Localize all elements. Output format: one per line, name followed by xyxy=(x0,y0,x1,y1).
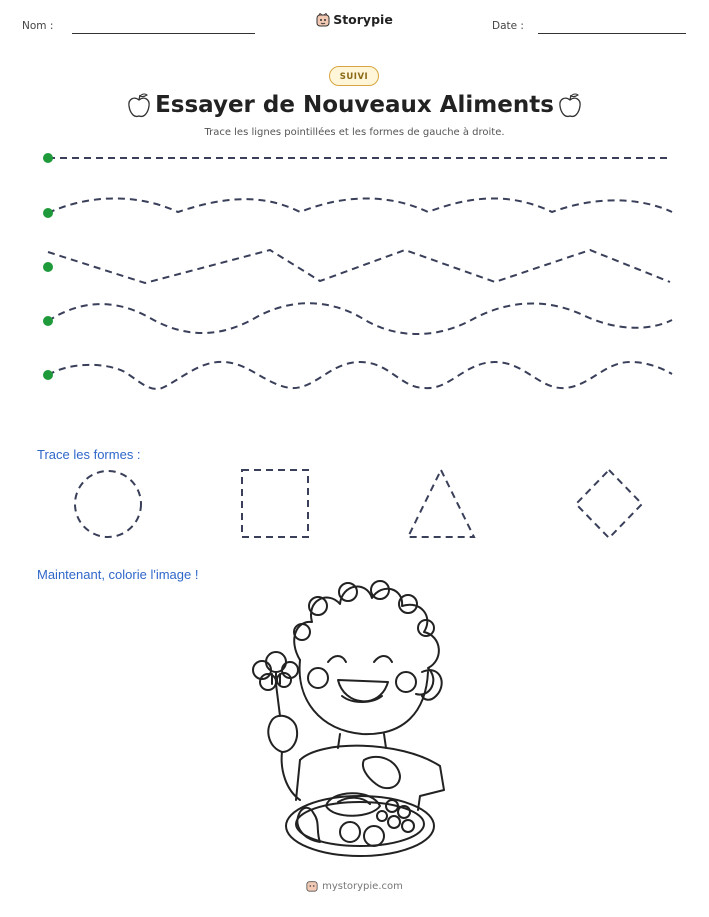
start-dot xyxy=(43,208,53,218)
instructions: Trace les lignes pointillées et les formes de gauche à droite. xyxy=(204,127,505,138)
tracing-line-wave[interactable] xyxy=(48,362,672,389)
coloring-section-label: Maintenant, colorie l'image ! xyxy=(37,567,199,582)
tracing-line-wave[interactable] xyxy=(48,303,672,334)
footer-site[interactable]: mystorypie.com xyxy=(322,881,403,892)
date-label: Date : xyxy=(492,20,524,32)
shapes-section-label: Trace les formes : xyxy=(37,447,141,462)
trace-square[interactable] xyxy=(242,470,308,537)
start-dot xyxy=(43,153,53,163)
level-badge: SUIVI xyxy=(329,66,379,86)
footer xyxy=(0,880,709,895)
start-dot xyxy=(43,262,53,272)
trace-circle[interactable] xyxy=(75,471,141,537)
trace-diamond[interactable] xyxy=(576,470,642,538)
page-title: Essayer de Nouveaux Aliments xyxy=(155,92,554,118)
brand-name: Storypie xyxy=(333,12,393,27)
tracing-line-wave[interactable] xyxy=(48,198,672,213)
name-label: Nom : xyxy=(22,20,54,32)
start-dot xyxy=(43,316,53,326)
coloring-illustration[interactable] xyxy=(253,581,444,856)
storypie-logo-icon xyxy=(306,880,318,895)
tracing-line-zigzag[interactable] xyxy=(48,250,670,283)
trace-triangle[interactable] xyxy=(408,470,474,537)
start-dot xyxy=(43,370,53,380)
